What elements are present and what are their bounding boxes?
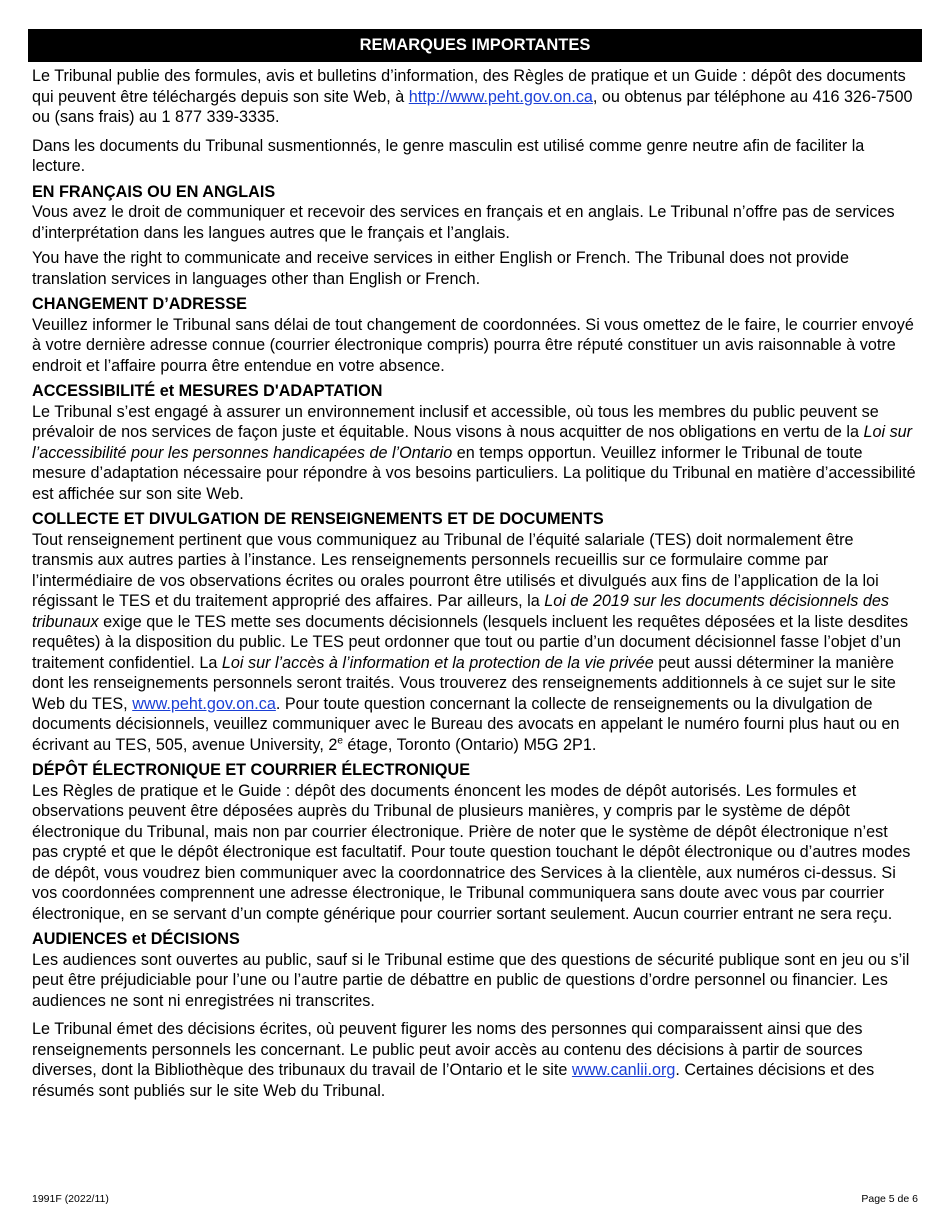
hearings-heading: AUDIENCES et DÉCISIONS [32, 930, 240, 948]
collection-text-a: Tout renseignement pertinent que vous communiquez au Tribunal de l’équité salariale (TES) doit normalement être transmis aux autres parties à l’instance. Les renseignements personnels recueillis sur ce formulaire comme par l’intermédiaire de vos observations écrites ou orales pourront être utilisés et divulgués aux fins de l’application de la loi régissant le TES et du traitement approprié des affaires. Par ailleurs, la [32, 530, 879, 610]
decisions-text-end: . Certaines décisions et des résumés sont publiés sur le site Web du Tribunal. [32, 1061, 875, 1100]
address-paragraph: Veuillez informer le Tribunal sans délai de tout changement de coordonnées. Si vous omettez de le faire, le courrier envoyé à votre dernière adresse connue (courrier électronique compris) pourra être réputé constituer un avis raisonnable à votre endroit et l’affaire pourra être entendue en votre absence. [32, 315, 914, 375]
efiling-paragraph: Les Règles de pratique et le Guide : dépôt des documents énoncent les modes de dépôt autorisés. Les formules et observations peuvent être déposées auprès du Tribunal de plusieurs manières, y compris par le système de dépôt électronique du Tribunal, mais non par courrier électronique. Prière de noter que le système de dépôt électronique n’est pas crypté et que le dépôt électronique est facultatif. Pour toute question touchant le dépôt électronique ou d’autres modes de dépôt, vous voudrez bien communiquer avec la coordonnatrice des Services à la clientèle, aux numéros ci-dessus. Si vos coordonnées comprennent une adresse électronique, le Tribunal communiquera sans doute avec vous par courrier électronique, en se servant d’un compte générique pour courrier sortant seulement. Aucun courrier entrant ne sera reçu. [32, 781, 911, 923]
decisions-text: Le Tribunal émet des décisions écrites, où peuvent figurer les noms des personnes qui comparaissent ainsi que des renseignements personnels les concernant. Le public peut avoir accès au contenu des décisions à partir de sources diverses, dont la Bibliothèque des tribunaux du travail de l’Ontario et le site [32, 1020, 863, 1079]
notice-content [32, 66, 916, 1109]
address-heading: CHANGEMENT D’ADRESSE [32, 295, 247, 313]
website-link[interactable]: http://www.peht.gov.on.ca [408, 87, 593, 106]
hearings-paragraph: Les audiences sont ouvertes au public, sauf si le Tribunal estime que des questions de sécurité publique sont en jeu ou s’il peut être préjudiciable pour l’une ou l’autre partie de débattre en public de questions d’ordre personnel ou financier. Les audiences ne sont ni enregistrées ni transcrites. [32, 950, 910, 1010]
collection-text-b: exige que le TES mette ses documents décisionnels (lesquels incluent les requêtes déposées et la liste desdites requêtes) à la disposition du public. Le TES peut ordonner que tout ou partie d’un document décisionnel fasse l’objet d’un traitement confidentiel. La [32, 612, 909, 672]
collection-text-c: peut aussi déterminer la manière dont les renseignements personnels seront traités. Vous trouverez des renseignements additionnels à ce sujet sur le site Web du TES, [32, 653, 896, 713]
collection-text-d: . Pour toute question concernant la collecte de renseignements ou la divulgation de documents décisionnels, veuillez communiquer avec le Bureau des avocats en appelant le numéro fourni plus haut ou en écrivant au TES, 505, avenue University, 2 [32, 694, 900, 754]
accessibility-heading: ACCESSIBILITÉ et MESURES D'ADAPTATION [32, 382, 383, 400]
floor-superscript: e [337, 735, 343, 747]
gender-note: Dans les documents du Tribunal susmentionnés, le genre masculin est utilisé comme genre neutre afin de faciliter la lecture. [32, 136, 865, 175]
intro-text: Le Tribunal publie des formules, avis et bulletins d’information, des Règles de pratique et un Guide : dépôt des documents qui peuvent être téléchargés depuis son site Web, à [32, 67, 906, 106]
decisions-paragraph [32, 1019, 916, 1101]
language-french-paragraph: Vous avez le droit de communiquer et recevoir des services en français et en anglais. Le Tribunal n’offre pas de services d’interprétation dans les langues autres que le français et l’anglais. [32, 203, 895, 242]
peht-website-link[interactable]: www.peht.gov.on.ca [132, 694, 276, 713]
language-heading: EN FRANÇAIS OU EN ANGLAIS [32, 182, 276, 201]
collection-text-e: étage, Toronto (Ontario) M5G 2P1. [342, 735, 597, 754]
page-number: Page 5 de 6 [861, 1193, 918, 1205]
collection-heading: COLLECTE ET DIVULGATION DE RENSEIGNEMENTS ET DE DOCUMENTS [32, 510, 604, 528]
accessibility-text-end: en temps opportun. Veuillez informer le Tribunal de toute mesure d’adaptation nécessaire pour répondre à vos besoins particuliers. La politique du Tribunal en matière d’accessibilité est affichée sur son site Web. [32, 443, 916, 503]
intro-text-end: , ou obtenus par téléphone au 416 326-7500 ou (sans frais) au 1 877 339-3335. [32, 87, 913, 126]
tribunal-records-law-title: Loi de 2019 sur les documents décisionnels des tribunaux [32, 592, 889, 631]
language-english-paragraph: You have the right to communicate and receive services in either English or French. The Tribunal does not provide translation services in languages other than English or French. [32, 249, 850, 288]
accessibility-text: Le Tribunal s’est engagé à assurer un environnement inclusif et accessible, où tous les membres du public peuvent se prévaloir de nos services de façon juste et équitable. Nous visons à nous acquitter de nos obligations en vertu de la [32, 402, 879, 441]
intro-paragraph [32, 66, 916, 128]
efiling-heading: DÉPÔT ÉLECTRONIQUE ET COURRIER ÉLECTRONIQUE [32, 761, 470, 779]
accessibility-law-title: Loi sur l’accessibilité pour les personnes handicapées de l’Ontario [32, 423, 913, 462]
form-code: 1991F (2022/11) [32, 1193, 109, 1205]
accessibility-paragraph [32, 402, 916, 505]
collection-paragraph [32, 530, 916, 756]
page-banner: REMARQUES IMPORTANTES [28, 29, 922, 62]
canlii-link[interactable]: www.canlii.org [571, 1061, 676, 1079]
privacy-law-title: Loi sur l’accès à l’information et la protection de la vie privée [221, 653, 654, 672]
